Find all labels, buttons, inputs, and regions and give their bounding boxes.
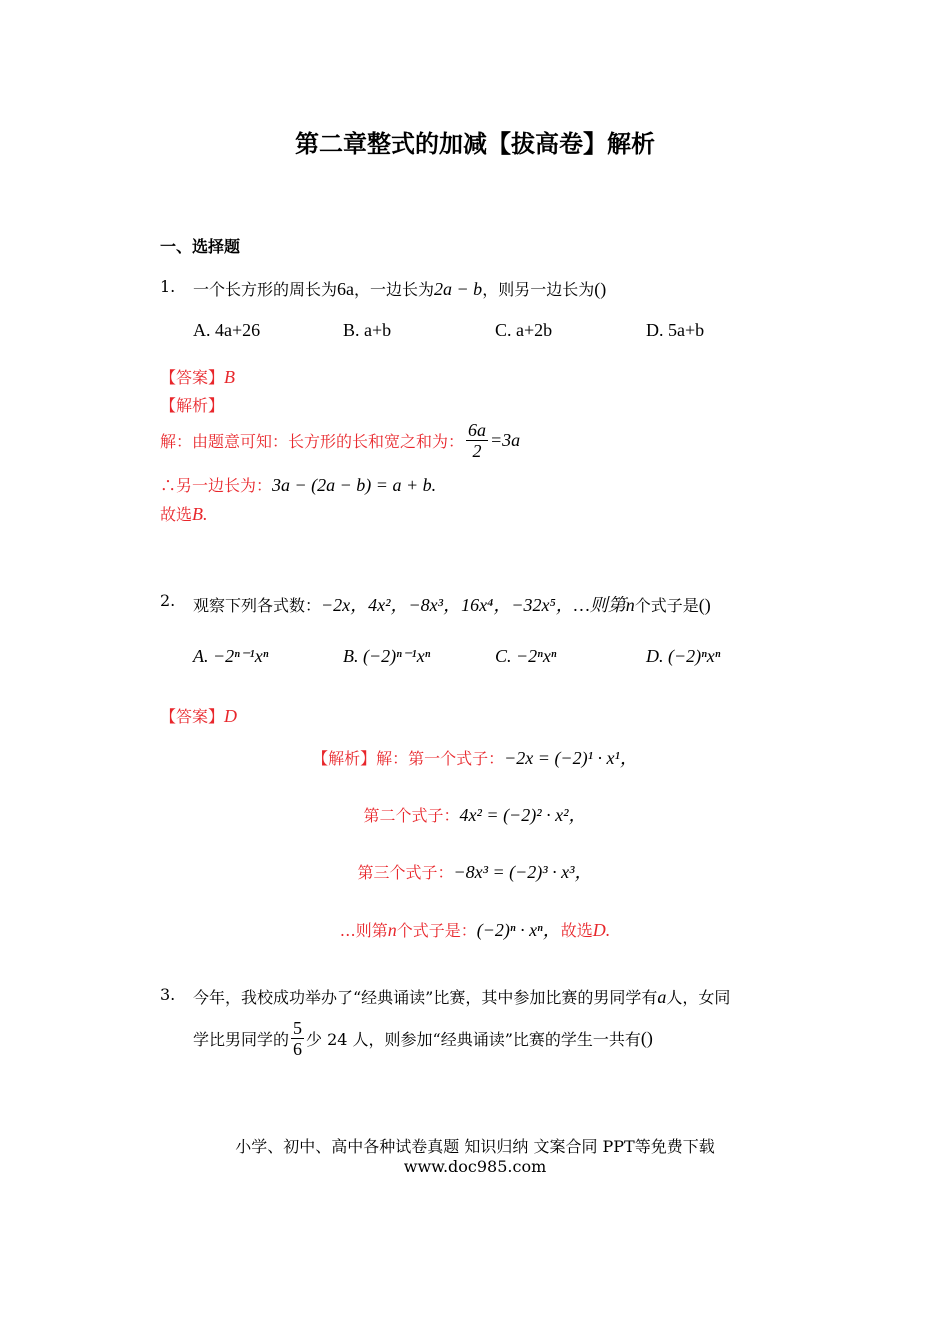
q1-stem-text2: ，一边长为 [354, 280, 435, 299]
q1-sol1-text: 解：由题意可知：长方形的长和宽之和为： [160, 432, 465, 451]
q2-solution-line3 [0, 858, 950, 884]
q2-line4-answer: D. [592, 920, 611, 940]
q2-n: n [625, 595, 635, 615]
q2-line4-expr: (−2)ⁿ · xⁿ， [476, 920, 561, 940]
q3-var: a [657, 987, 667, 1007]
q1-option-a: A. 4a+26 [193, 320, 261, 340]
q2-line3-pre: 第三个式子： [357, 863, 454, 882]
q3-line1b: 人，女同 [666, 988, 731, 1007]
q1-stem-text3: ，则另一边长为 [482, 280, 595, 299]
q1-option-d: D. 5a+b [646, 320, 705, 340]
q1-stem-text: 一个长方形的周长为 [193, 280, 338, 299]
q2-solution-line4 [0, 916, 950, 942]
q2-option-c: C. −2ⁿxⁿ [495, 646, 557, 666]
q3-line2 [193, 1018, 653, 1059]
q2-line2-expr: 4x² = (−2)² · x²， [459, 805, 587, 825]
q2-line3-expr: −8x³ = (−2)³ · x³， [453, 862, 593, 882]
q2-answer-label: 【答案】 [160, 707, 225, 726]
q1-side: 2a − b [434, 279, 483, 299]
q2-line4-n: n [387, 920, 397, 940]
q2-solution-line1 [0, 744, 950, 770]
q3-frac-num: 5 [293, 1018, 303, 1038]
q1-sol3-answer: B. [192, 504, 208, 524]
q1-number: 1. [160, 277, 176, 296]
q3-number: 3. [160, 985, 176, 1004]
q2-line4-tail: 故选 [560, 921, 593, 940]
q1-stem [193, 277, 606, 300]
q2-terms: −2x，4x²，−8x³，16x⁴，−32x⁵，…则第 [321, 595, 626, 615]
q2-option-d: D. (−2)ⁿxⁿ [646, 646, 721, 666]
q1-solution-line1 [160, 420, 520, 461]
q1-answer-value: B [224, 367, 236, 387]
q1-frac-den: 2 [472, 441, 482, 461]
q2-line4-pre: …则第 [339, 921, 388, 940]
q1-option-c: C. a+2b [495, 320, 553, 340]
q1-sol3-text: 故选 [160, 505, 193, 524]
q3-line2b: 少 24 人，则参加“经典诵读”比赛的学生一共有 [306, 1030, 641, 1049]
q2-answer-value: D [224, 706, 238, 726]
q2-line1-pre: 解：第一个式子： [376, 749, 505, 768]
q2-analysis-label: 【解析】 [312, 749, 377, 768]
q2-line4-mid: 个式子是： [396, 921, 477, 940]
q3-paren: () [640, 1028, 653, 1048]
q2-answer [160, 704, 237, 727]
q1-paren: () [594, 279, 607, 299]
q1-solution-line3 [160, 502, 208, 525]
q1-analysis-label: 【解析】 [160, 396, 225, 415]
q2-option-a: A. −2ⁿ⁻¹xⁿ [193, 646, 269, 666]
q1-answer [160, 365, 235, 388]
q1-sol1-tail: =3a [490, 430, 521, 450]
q1-option-b: B. a+b [343, 320, 392, 340]
q2-solution-line2 [0, 801, 950, 827]
q1-sol2-expr: 3a − (2a − b) = a + b. [272, 475, 437, 495]
page-title: 第二章整式的加减【拔高卷】解析 [295, 130, 655, 158]
q1-solution-line2 [160, 473, 436, 496]
q3-fraction [291, 1018, 304, 1059]
footer-url[interactable]: www.doc985.com [403, 1157, 547, 1176]
q1-fraction [466, 420, 488, 461]
q2-option-b: B. (−2)ⁿ⁻¹xⁿ [343, 646, 431, 666]
q2-paren: () [698, 595, 711, 615]
section-heading: 一、选择题 [160, 237, 241, 256]
q2-stem [193, 591, 711, 617]
q3-line1a: 今年，我校成功举办了“经典诵读”比赛，其中参加比赛的男同学有 [193, 988, 658, 1007]
q2-line1-expr: −2x = (−2)¹ · x¹， [504, 748, 638, 768]
footer-text: 小学、初中、高中各种试卷真题 知识归纳 文案合同 PPT等免费下载 [235, 1137, 715, 1156]
q3-line2a: 学比男同学的 [193, 1030, 290, 1049]
q2-number: 2. [160, 591, 176, 610]
q3-frac-den: 6 [293, 1039, 303, 1059]
q1-sol2-text: ∴另一边长为： [160, 476, 273, 495]
q1-answer-label: 【答案】 [160, 368, 225, 387]
q1-perimeter: 6a [337, 279, 355, 299]
q2-stem-text: 观察下列各式数： [193, 596, 322, 615]
q3-line1 [193, 985, 730, 1008]
q2-line2-pre: 第二个式子： [363, 806, 460, 825]
q1-frac-num: 6a [468, 420, 487, 440]
q2-stem-tail: 个式子是 [634, 596, 699, 615]
